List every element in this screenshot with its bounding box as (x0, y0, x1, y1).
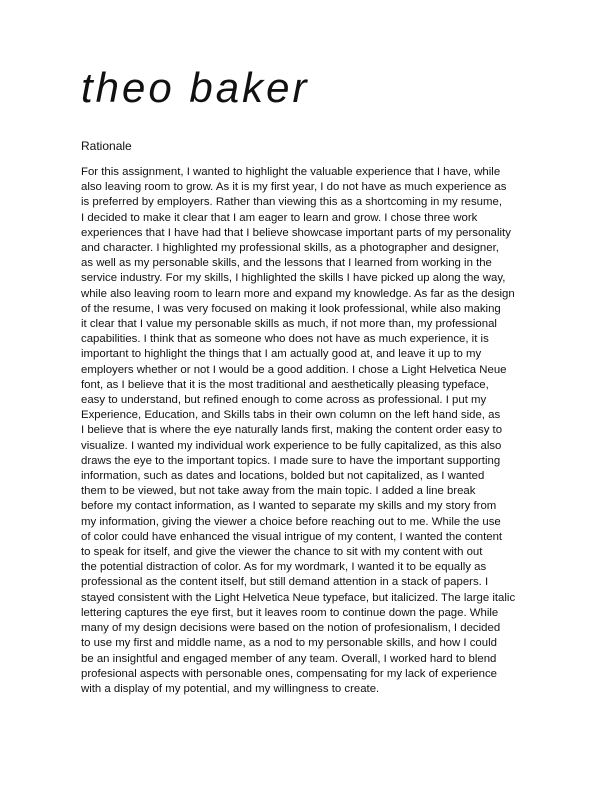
paragraph-line: before my contact information, as I wanted to separate my skills and my story from (81, 500, 497, 513)
paragraph-line: to use my first and middle name, as a nod to my personable skills, and how I could (81, 637, 497, 650)
paragraph-line: professional as the content itself, but still demand attention in a stack of papers. I (81, 576, 489, 589)
paragraph-line: service industry. For my skills, I highlighted the skills I have picked up along the way, (81, 272, 506, 285)
paragraph-line: to speak for itself, and give the viewer the chance to sit with my content with out (81, 546, 483, 559)
paragraph-line: I decided to make it clear that I am eager to learn and grow. I chose three work (81, 211, 478, 224)
paragraph-line: also leaving room to grow. As it is my first year, I do not have as much experience as (81, 181, 507, 194)
paragraph-line: visualize. I wanted my individual work experience to be fully capitalized, as this also (81, 439, 502, 452)
paragraph-line: Experience, Education, and Skills tabs in their own column on the left hand side, as (81, 409, 501, 422)
paragraph-line: lettering captures the eye first, but it leaves room to continue down the page. While (81, 606, 499, 619)
paragraph-line: employers whether or not I would be a good addition. I chose a Light Helvetica Neue (81, 363, 507, 376)
paragraph-line: be an insightful and engaged member of any team. Overall, I worked hard to blend (81, 652, 497, 665)
paragraph-line: capabilities. I think that as someone who does not have as much experience, it is (81, 333, 489, 346)
paragraph-line: is preferred by employers. Rather than viewing this as a shortcoming in my resume, (81, 196, 502, 209)
section-heading: Rationale (81, 139, 132, 153)
paragraph-line: draws the eye to the important topics. I made sure to have the important supporting (81, 454, 501, 467)
paragraph-line: I believe that is where the eye naturally lands first, making the content order easy to (81, 424, 503, 437)
paragraph-line: stayed consistent with the Light Helvetica Neue typeface, but italicized. The large italic (81, 591, 516, 604)
paragraph-line: profesional aspects with personable ones, compensating for my lack of experience (81, 667, 497, 680)
paragraph-line: it clear that I value my personable skills as much, if not more than, my professional (81, 318, 497, 331)
paragraph-line: important to highlight the things that I am actually good at, and leave it up to my (81, 348, 482, 361)
paragraph-line: experiences that I have had that I believe showcase important parts of my personality (81, 226, 511, 239)
paragraph-line: the potential distraction of color. As for my wordmark, I wanted it to be equally as (81, 561, 487, 574)
paragraph-line: easy to understand, but refined enough to come across as professional. I put my (81, 394, 487, 407)
paragraph-line: and character. I highlighted my professional skills, as a photographer and designer, (81, 242, 499, 255)
rationale-paragraph (81, 165, 541, 697)
paragraph-line: many of my design decisions were based on the notion of profesionalism, I decided (81, 622, 501, 635)
paragraph-line: them to be viewed, but not take away from the main topic. I added a line break (81, 485, 476, 498)
paragraph-line: information, such as dates and locations, bolded but not capitalized, as I wanted (81, 470, 485, 483)
paragraph-line: as well as my personable skills, and the lessons that I learned from working in the (81, 257, 492, 270)
paragraph-line: font, as I believe that it is the most traditional and aesthetically pleasing typeface, (81, 378, 489, 391)
paragraph-line: my information, giving the viewer a choice before reaching out to me. While the use (81, 515, 501, 528)
paragraph-line: while also leaving room to learn more and expand my knowledge. As far as the design (81, 287, 515, 300)
paragraph-line: of the resume, I was very focused on making it look professional, while also making (81, 302, 501, 315)
paragraph-line: with a display of my potential, and my willingness to create. (81, 682, 380, 695)
wordmark-title: theo baker (81, 64, 310, 111)
paragraph-line: For this assignment, I wanted to highlight the valuable experience that I have, while (81, 166, 501, 178)
paragraph-line: of color could have enhanced the visual intrigue of my content, I wanted the content (81, 530, 503, 543)
